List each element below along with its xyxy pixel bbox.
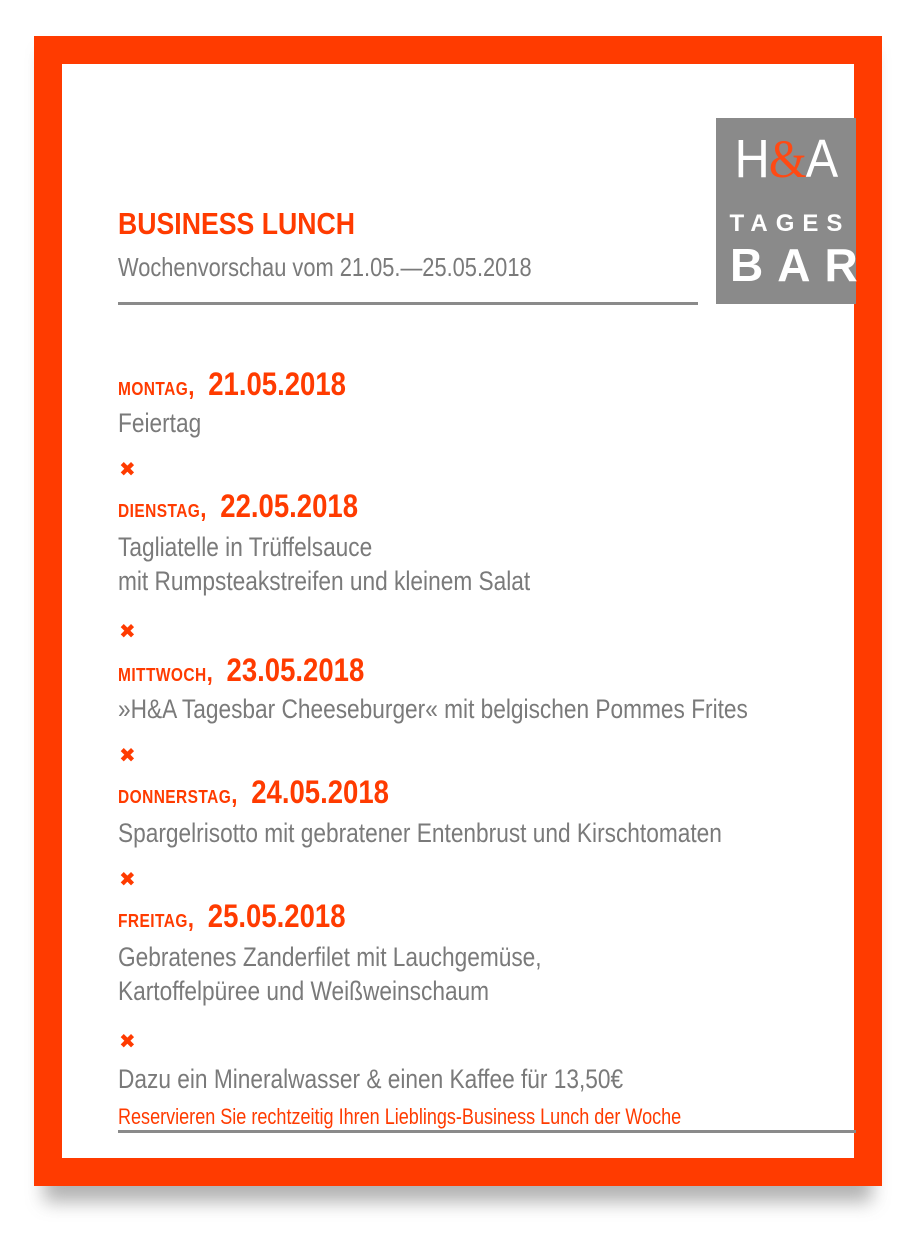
dish-wednesday: »H&A Tagesbar Cheeseburger« mit belgischen Pommes Frites — [118, 694, 748, 724]
menu-card — [34, 36, 882, 1186]
cross-icon: ✖ — [119, 621, 136, 643]
day-heading-friday: FREITAG, 25.05.2018 — [118, 898, 346, 934]
cross-icon: ✖ — [119, 459, 136, 481]
menu-card-inner — [62, 64, 872, 1158]
cross-icon: ✖ — [119, 745, 136, 767]
day-heading-thursday: DONNERSTAG, 24.05.2018 — [118, 774, 389, 810]
logo-bar: BAR — [730, 239, 872, 291]
page-title: BUSINESS LUNCH — [118, 206, 356, 241]
header-divider — [118, 302, 698, 305]
dish-monday: Feiertag — [118, 408, 202, 438]
cross-icon: ✖ — [119, 869, 136, 891]
day-heading-tuesday: DIENSTAG, 22.05.2018 — [118, 488, 358, 524]
logo-ha: H&A — [734, 129, 838, 189]
page-subtitle: Wochenvorschau vom 21.05.—25.05.2018 — [118, 252, 532, 282]
drink-offer: Dazu ein Mineralwasser & einen Kaffee für 13,50€ — [118, 1064, 624, 1094]
dish-thursday: Spargelrisotto mit gebratener Entenbrust und Kirschtomaten — [118, 818, 722, 848]
brand-logo — [716, 118, 872, 304]
logo-tages: TAGES — [729, 210, 851, 237]
dish-tuesday: Tagliatelle in Trüffelsauce mit Rumpsteakstreifen und kleinem Salat — [118, 532, 531, 596]
cross-icon: ✖ — [119, 1031, 136, 1053]
footer-divider — [118, 1130, 856, 1133]
day-heading-monday: MONTAG, 21.05.2018 — [118, 366, 346, 402]
dish-friday: Gebratenes Zanderfilet mit Lauchgemüse, Kartoffelpüree und Weißweinschaum — [118, 942, 542, 1006]
reservation-note: Reservieren Sie rechtzeitig Ihren Lieblings-Business Lunch der Woche — [118, 1104, 682, 1129]
day-heading-wednesday: MITTWOCH, 23.05.2018 — [118, 652, 365, 688]
